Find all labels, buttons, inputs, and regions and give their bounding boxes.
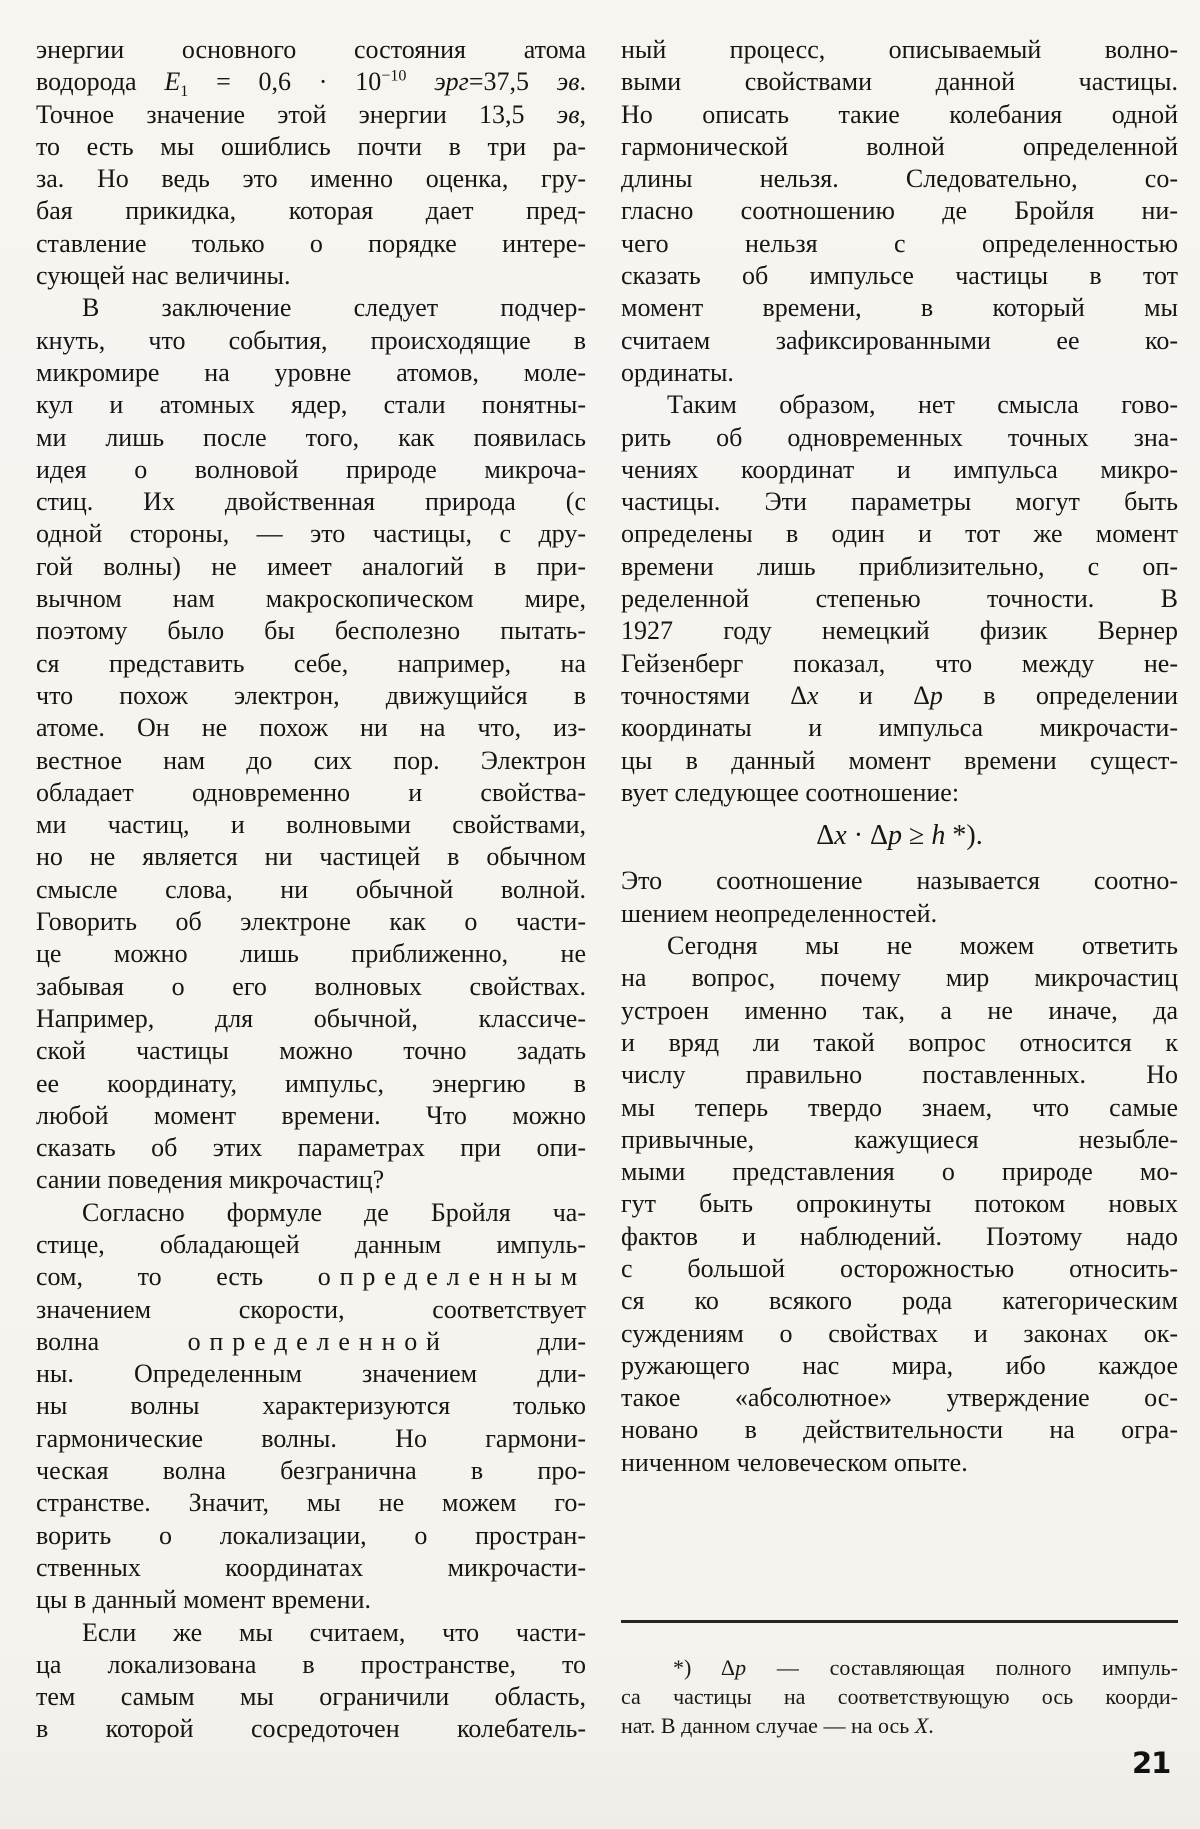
text-line: атоме. Он не похож ни на что, из-	[36, 713, 586, 743]
text-line: вычном нам макроскопическом мире,	[36, 584, 586, 614]
text-line: ны. Определенным значением дли-	[36, 1359, 586, 1389]
text-line: Но описать такие колебания одной	[621, 99, 1178, 129]
text-line: са частицы на соответствующую ось коорди-	[621, 1684, 1178, 1709]
text-line: цы в данный момент времени сущест-	[621, 745, 1178, 775]
text-line: Таким образом, нет смысла гово-	[667, 390, 1178, 420]
text-line: волна определенной дли-	[36, 1326, 586, 1356]
text-line: гармонические волны. Но гармони-	[36, 1423, 586, 1453]
text-line: устроен именно так, а не иначе, да	[621, 995, 1178, 1025]
page-number: 21	[1132, 1746, 1171, 1780]
text-line: момент времени, в который мы	[621, 293, 1178, 323]
text-line: идея о волновой природе микроча-	[36, 454, 586, 484]
text-line: гласно соотношению де Бройля ни-	[621, 196, 1178, 226]
right-column	[621, 34, 1178, 1479]
text-line: рить об одновременных точных зна-	[621, 422, 1178, 452]
text-line: с большой осторожностью относить-	[621, 1253, 1178, 1283]
text-line: за. Но ведь это именно оценка, гру-	[36, 164, 586, 194]
text-line: гой волны) не имеет аналогий в при-	[36, 551, 586, 581]
text-line: *) Δp — составляющая полного импуль-	[673, 1655, 1178, 1680]
text-line: микромире на уровне атомов, моле-	[36, 357, 586, 387]
text-line: выми свойствами данной частицы.	[621, 67, 1178, 97]
text-line: поэтому было бы бесполезно пытать-	[36, 616, 586, 646]
text-line: привычные, кажущиеся незыбле-	[621, 1124, 1178, 1154]
text-line: ственных координатах микрочасти-	[36, 1552, 586, 1582]
text-line: то есть мы ошиблись почти в три ра-	[36, 131, 586, 161]
text-line: сказать об импульсе частицы в тот	[621, 261, 1178, 291]
text-line: Согласно формуле де Бройля ча-	[82, 1197, 586, 1227]
text-line: ставление только о порядке интере-	[36, 228, 586, 258]
text-line: фактов и наблюдений. Поэтому надо	[621, 1221, 1178, 1251]
text-line: Это соотношение называется соотно-	[621, 866, 1178, 896]
text-line: сказать об этих параметрах при опи-	[36, 1133, 586, 1163]
text-line: це можно лишь приближенно, не	[36, 939, 586, 969]
text-line: чего нельзя с определенностью	[621, 228, 1178, 258]
text-line: энергии основного состояния атома	[36, 35, 586, 64]
text-line: цы в данный момент времени.	[36, 1585, 372, 1615]
text-line: чениях координат и импульса микро-	[621, 454, 1178, 484]
text-line: кнуть, что события, происходящие в	[36, 325, 586, 355]
text-line: водорода $E_1 = 0,6 \cdot 10^{-10}$ эрг=37,5 эв.	[36, 67, 587, 101]
text-line: ми частиц, и волновыми свойствами,	[36, 810, 586, 840]
text-line: мы теперь твердо знаем, что самые	[621, 1092, 1178, 1122]
text-line: сующей нас величины.	[36, 261, 291, 291]
text-line: 1927 году немецкий физик Вернер	[621, 616, 1178, 646]
text-line: в которой сосредоточен колебатель-	[36, 1714, 586, 1744]
text-line: такое «абсолютное» утверждение ос-	[621, 1383, 1178, 1413]
text-line: бая прикидка, которая дает пред-	[36, 196, 586, 226]
left-column	[36, 34, 586, 1746]
text-line: смысле слова, ни обычной волной.	[36, 874, 586, 904]
text-line: мыми представления о природе мо-	[621, 1157, 1178, 1187]
text-line: ределенной степенью точности. В	[621, 584, 1178, 614]
text-line: но не является ни частицей в обычном	[36, 842, 586, 872]
text-line: ниченном человеческом опыте.	[621, 1447, 968, 1477]
text-line: что похож электрон, движущийся в	[36, 680, 586, 710]
text-line: сании поведения микрочастиц?	[36, 1165, 385, 1195]
text-line: на вопрос, почему мир микрочастиц	[621, 963, 1178, 993]
text-line: кул и атомных ядер, стали понятны-	[36, 390, 586, 420]
text-line: Если же мы считаем, что части-	[82, 1617, 586, 1647]
text-line: гут быть опрокинуты потоком новых	[621, 1189, 1178, 1219]
text-line: Гейзенберг показал, что между не-	[621, 648, 1178, 678]
text-line: В заключение следует подчер-	[82, 293, 586, 323]
text-line: Точное значение этой энергии 13,5 эв,	[36, 99, 586, 129]
text-line: любой момент времени. Что можно	[36, 1100, 586, 1130]
text-line: точностями Δx и Δp в определении	[621, 680, 1178, 710]
text-line: ся ко всякого рода категорическим	[621, 1286, 1178, 1316]
text-line: координаты и импульса микрочасти-	[621, 713, 1178, 743]
text-line: ординаты.	[621, 357, 734, 387]
text-line: считаем зафиксированными ее ко-	[621, 325, 1178, 355]
text-line: одной стороны, — это частицы, с дру-	[36, 519, 586, 549]
text-line: нат. В данном случае — на ось X.	[621, 1713, 934, 1738]
text-line: числу правильно поставленных. Но	[621, 1060, 1178, 1090]
text-line: суждениям о свойствах и законах ок-	[621, 1318, 1178, 1348]
formula-line: Δx · Δp ≥ h *).	[816, 820, 983, 852]
text-line: ческая волна безгранична в про-	[36, 1456, 586, 1486]
text-line: ской частицы можно точно задать	[36, 1036, 586, 1066]
text-line: ся представить себе, например, на	[36, 648, 586, 678]
text-line: Например, для обычной, классиче-	[36, 1003, 586, 1033]
text-line: новано в действительности на огра-	[621, 1415, 1178, 1445]
text-line: гармонической волной определенной	[621, 131, 1178, 161]
text-line: стиц. Их двойственная природа (с	[36, 487, 586, 517]
text-line: Сегодня мы не можем ответить	[667, 931, 1178, 961]
text-line: странстве. Значит, мы не можем го-	[36, 1488, 586, 1518]
text-line: сом, то есть определенным	[36, 1262, 586, 1292]
footnote-rule	[621, 1620, 1178, 1623]
text-line: вестное нам до сих пор. Электрон	[36, 745, 586, 775]
footnote	[621, 1620, 1178, 1740]
text-line: ца локализована в пространстве, то	[36, 1649, 586, 1679]
text-line: обладает одновременно и свойства-	[36, 777, 586, 807]
text-line: ми лишь после того, как появилась	[36, 422, 586, 452]
text-line: вует следующее соотношение:	[621, 777, 960, 807]
text-line: ружающего нас мира, ибо каждое	[621, 1350, 1178, 1380]
text-line: Говорить об электроне как о части-	[36, 907, 586, 937]
text-line: частицы. Эти параметры могут быть	[621, 487, 1178, 517]
text-line: значением скорости, соответствует	[36, 1294, 586, 1324]
text-line: стице, обладающей данным импуль-	[36, 1229, 586, 1259]
text-line: ее координату, импульс, энергию в	[36, 1068, 586, 1098]
text-line: определены в один и тот же момент	[621, 519, 1178, 549]
text-line: тем самым мы ограничили область,	[36, 1682, 586, 1712]
text-line: ный процесс, описываемый волно-	[621, 35, 1178, 64]
footnote-text	[621, 1653, 1178, 1740]
text-line: забывая о его волновых свойствах.	[36, 971, 586, 1001]
text-line: времени лишь приблизительно, с оп-	[621, 551, 1178, 581]
text-line: шением неопределенностей.	[621, 898, 938, 928]
text-line: ворить о локализации, о простран-	[36, 1520, 586, 1550]
text-line: длины нельзя. Следовательно, со-	[621, 164, 1178, 194]
text-line: и вряд ли такой вопрос относится к	[621, 1027, 1178, 1057]
text-line: ны волны характеризуются только	[36, 1391, 586, 1421]
